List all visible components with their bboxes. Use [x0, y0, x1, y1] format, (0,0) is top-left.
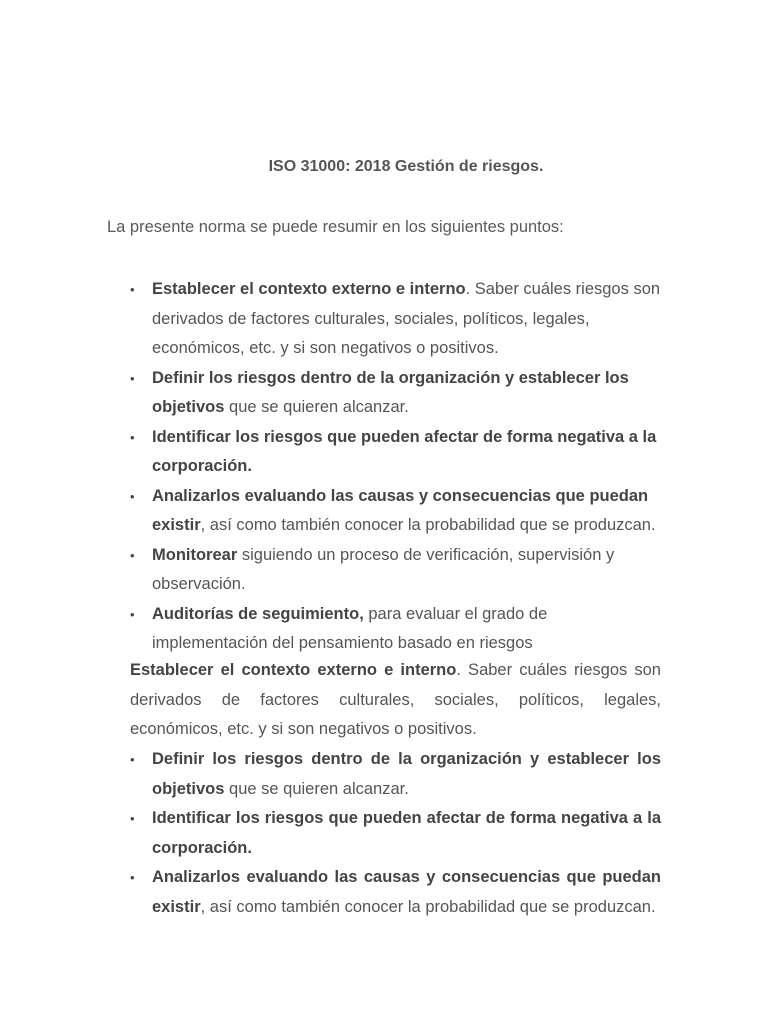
- body-paragraph: [130, 656, 661, 745]
- list-item-bold: Analizarlos evaluando las causas y consecuencias que puedan existir: [152, 868, 661, 916]
- list-item-text: para evaluar el grado de implementación del pensamiento basado en riesgos: [152, 604, 548, 652]
- list-item-text: , así como también conocer la probabilidad que se produzcan.: [200, 516, 656, 534]
- paragraph-text: . Saber cuáles riesgos son derivados de factores culturales, sociales, políticos, legales, económicos, etc. y si son negativos o positivos.: [130, 661, 661, 738]
- list-item: [130, 364, 665, 423]
- list-item-bold: Establecer el contexto externo e interno: [152, 280, 466, 298]
- list-item-bold: Identificar los riesgos que pueden afectar de forma negativa a la corporación.: [152, 427, 657, 475]
- list-item-bold: Auditorías de seguimiento,: [152, 604, 364, 623]
- list-item-bold: Identificar los riesgos que pueden afectar de forma negativa a la corporación.: [152, 809, 661, 857]
- list-item-text: que se quieren alcanzar.: [224, 398, 409, 416]
- bullet-list-1: [130, 275, 665, 659]
- list-item: [130, 541, 665, 600]
- document-title: ISO 31000: 2018 Gestión de riesgos.: [268, 158, 544, 175]
- bullet-icon: •: [130, 870, 135, 885]
- list-item-text: . Saber cuáles riesgos son derivados de factores culturales, sociales, políticos, legales, económicos, etc. y si son negativos o positivos.: [152, 280, 661, 357]
- bullet-icon: •: [130, 811, 135, 826]
- bullet-icon: •: [130, 488, 135, 504]
- bullet-icon: •: [130, 429, 135, 445]
- list-item-text: siguiendo un proceso de verificación, supervisión y observación.: [152, 545, 615, 593]
- bullet-icon: •: [130, 606, 135, 622]
- bullet-icon: •: [130, 282, 135, 297]
- bullet-icon: •: [130, 547, 135, 563]
- list-item: [130, 482, 665, 541]
- list-item-bold: Monitorear: [152, 545, 238, 564]
- list-item-bold: Definir los riesgos dentro de la organización y establecer los objetivos: [152, 368, 629, 416]
- list-item: [130, 745, 661, 804]
- bullet-icon: •: [130, 752, 135, 767]
- bullet-list-2: [130, 745, 661, 922]
- list-item-text: que se quieren alcanzar.: [224, 779, 409, 798]
- list-item: [130, 863, 661, 922]
- intro-text: La presente norma se puede resumir en los siguientes puntos:: [107, 218, 564, 236]
- list-item: [130, 423, 665, 482]
- list-item: [130, 804, 661, 863]
- bullet-icon: •: [130, 370, 135, 386]
- list-item-bold: Definir los riesgos dentro de la organización y establecer los objetivos: [152, 750, 661, 798]
- list-item-bold: Analizarlos evaluando las causas y consecuencias que puedan existir: [152, 486, 649, 534]
- list-item: [130, 600, 665, 659]
- paragraph-bold: Establecer el contexto externo e interno: [130, 661, 457, 679]
- list-item-text: , así como también conocer la probabilidad que se produzcan.: [200, 897, 656, 916]
- list-item: [130, 275, 665, 364]
